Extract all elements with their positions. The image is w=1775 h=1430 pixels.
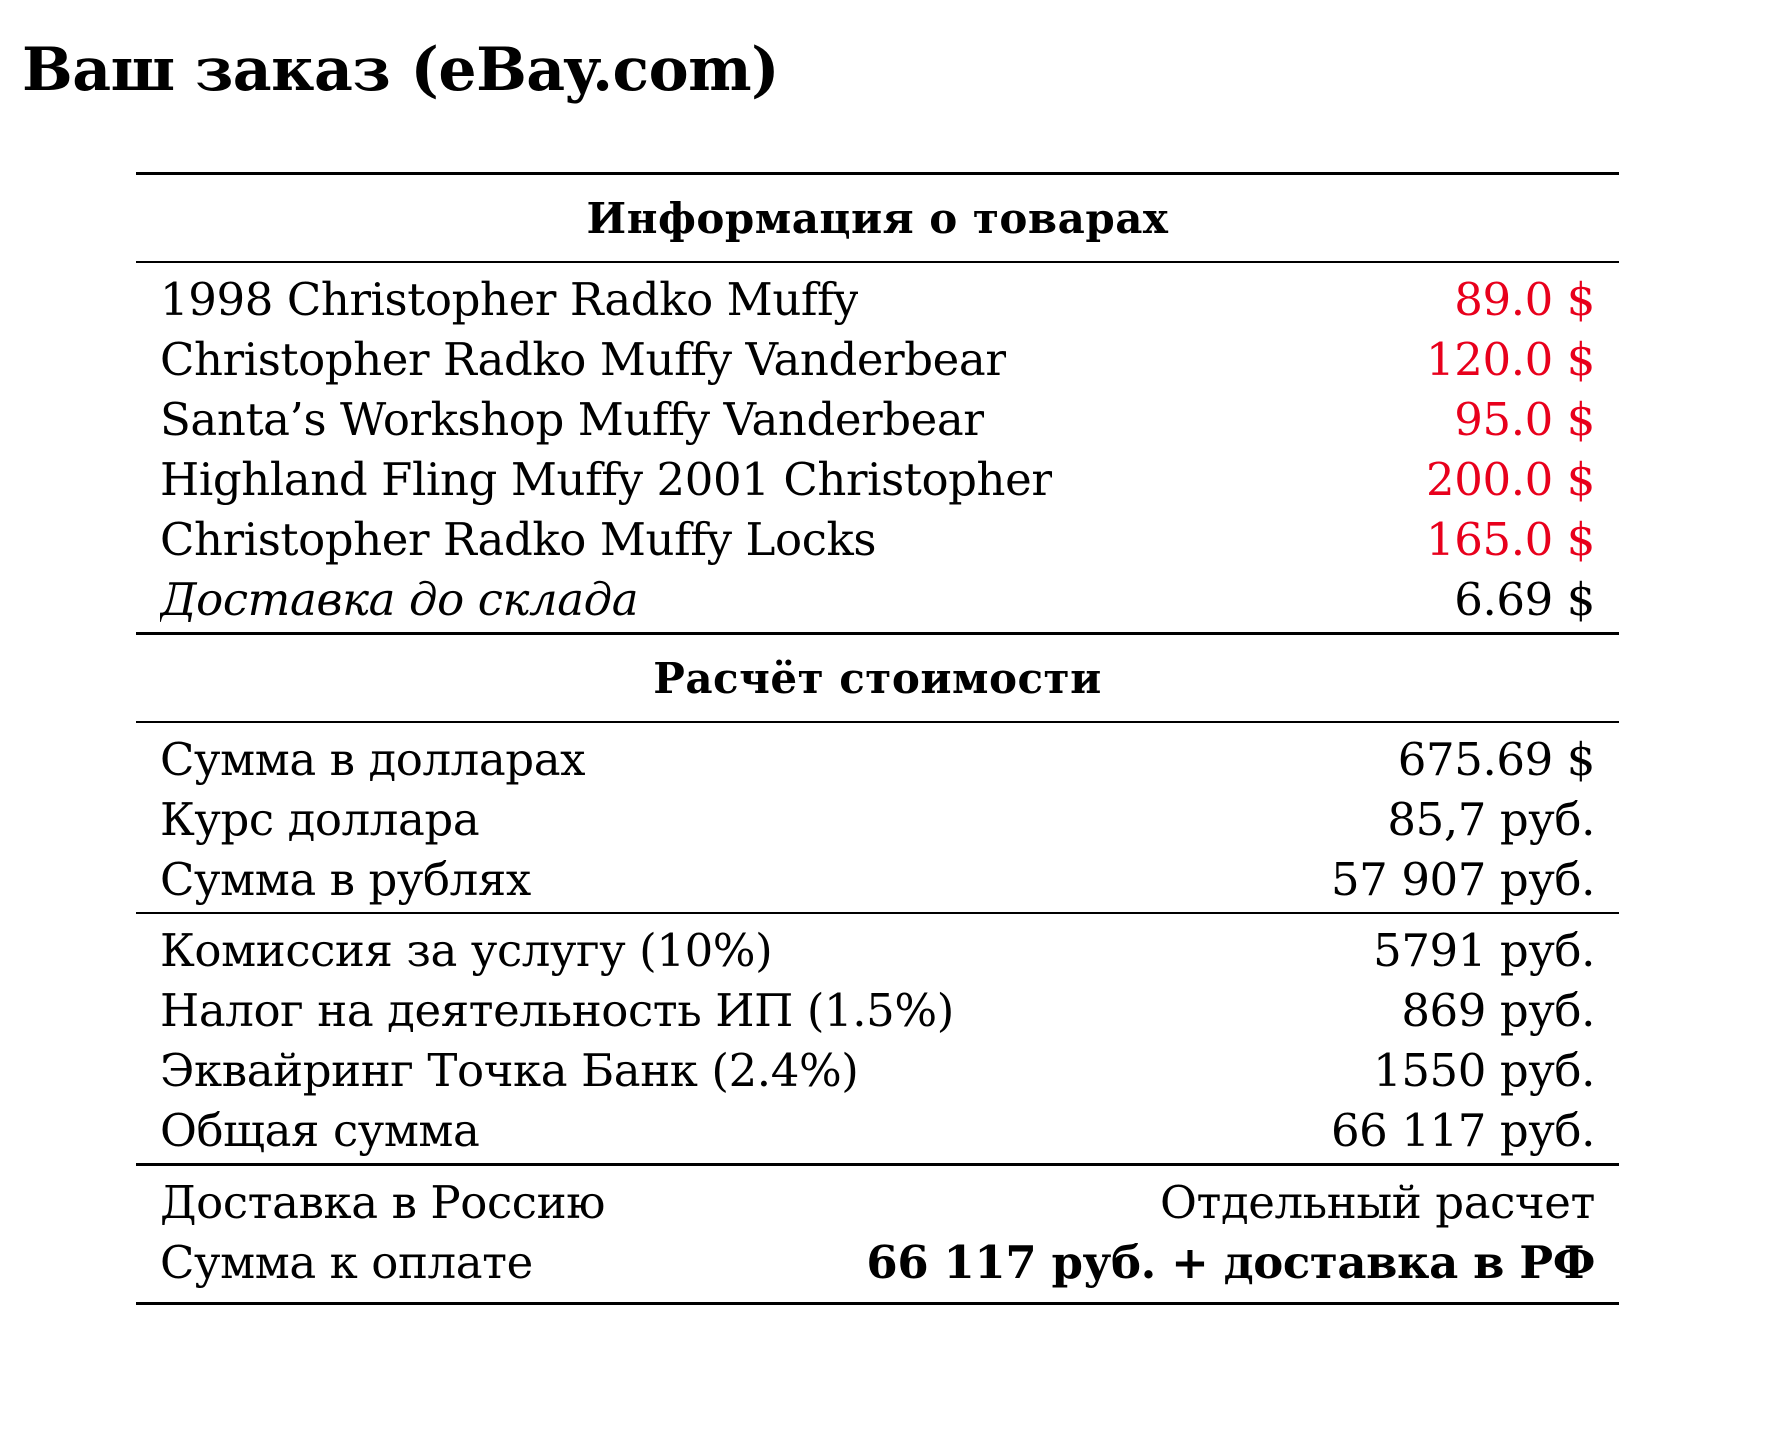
fees-list <box>136 914 1619 1163</box>
calc-value: 85,7 руб. <box>1387 793 1595 846</box>
product-name: Santa’s Workshop Muffy Vanderbear <box>160 393 985 446</box>
calc-label: Сумма в рублях <box>160 853 531 906</box>
table-bottom-rule <box>136 1302 1619 1305</box>
russia-shipping-row <box>136 1173 1619 1233</box>
warehouse-shipping-label: Доставка до склада <box>160 573 639 626</box>
conversion-list <box>136 723 1619 912</box>
total-row <box>136 1101 1619 1161</box>
russia-shipping-value: Отдельный расчет <box>1159 1176 1595 1229</box>
product-price: 200.0 $ <box>1426 453 1595 506</box>
calc-value: 57 907 руб. <box>1330 853 1595 906</box>
product-price: 95.0 $ <box>1454 393 1595 446</box>
fee-label: Эквайринг Точка Банк (2.4%) <box>160 1044 859 1097</box>
product-price: 165.0 $ <box>1426 513 1595 566</box>
calc-value: 675.69 $ <box>1397 733 1595 786</box>
fee-label: Комиссия за услугу (10%) <box>160 924 773 977</box>
product-row <box>136 390 1619 450</box>
fee-row <box>136 1041 1619 1101</box>
final-list <box>136 1166 1619 1302</box>
total-value: 66 117 руб. <box>1330 1104 1595 1157</box>
product-row <box>136 510 1619 570</box>
warehouse-shipping-value: 6.69 $ <box>1454 573 1595 626</box>
product-row <box>136 270 1619 330</box>
amount-due-row <box>136 1233 1619 1293</box>
products-section-header: Информация о товарах <box>586 193 1169 243</box>
page-title: Ваш заказ (eBay.com) <box>22 35 779 105</box>
product-row <box>136 450 1619 510</box>
calc-row <box>136 850 1619 910</box>
fee-value: 5791 руб. <box>1373 924 1595 977</box>
product-name: Christopher Radko Muffy Locks <box>160 513 877 566</box>
fee-value: 1550 руб. <box>1373 1044 1595 1097</box>
order-table <box>136 172 1619 1305</box>
fee-value: 869 руб. <box>1401 984 1595 1037</box>
product-row <box>136 330 1619 390</box>
product-price: 89.0 $ <box>1454 273 1595 326</box>
fee-row <box>136 981 1619 1041</box>
product-name: Christopher Radko Muffy Vanderbear <box>160 333 1007 386</box>
russia-shipping-label: Доставка в Россию <box>160 1176 605 1229</box>
amount-due-label: Сумма к оплате <box>160 1236 533 1289</box>
product-name: Highland Fling Muffy 2001 Christopher <box>160 453 1053 506</box>
product-name: 1998 Christopher Radko Muffy <box>160 273 859 326</box>
products-list <box>136 263 1619 632</box>
warehouse-shipping-row <box>136 570 1619 630</box>
total-label: Общая сумма <box>160 1104 480 1157</box>
calc-label: Курс доллара <box>160 793 480 846</box>
product-price: 120.0 $ <box>1426 333 1595 386</box>
calc-row <box>136 730 1619 790</box>
fee-label: Налог на деятельность ИП (1.5%) <box>160 984 954 1037</box>
calc-label: Сумма в долларах <box>160 733 586 786</box>
amount-due-value: 66 117 руб. + доставка в РФ <box>866 1236 1595 1289</box>
fee-row <box>136 921 1619 981</box>
calculation-section-header: Расчёт стоимости <box>653 653 1102 703</box>
calc-row <box>136 790 1619 850</box>
